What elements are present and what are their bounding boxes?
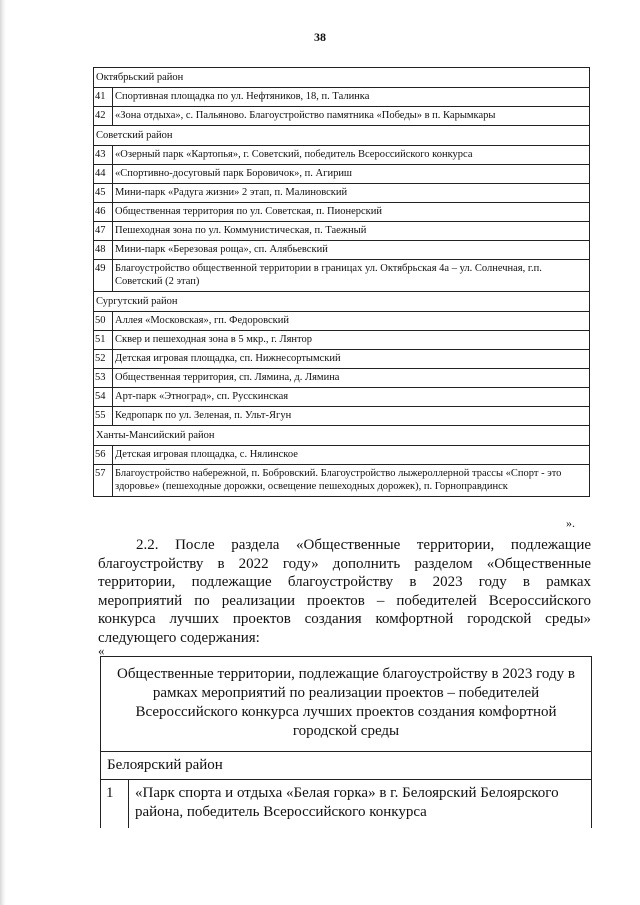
row-text: Благоустройство набережной, п. Бобровский. Благоустройство лыжероллерной трассы «Спорт - это здоровье» (пешеходные дорожки, освещение пешеходных дорожек), п. Горноправдинск bbox=[113, 465, 590, 497]
district-row bbox=[94, 126, 590, 146]
district-row bbox=[94, 426, 590, 446]
district-label: Белоярский район bbox=[101, 752, 592, 780]
territories-table-2022 bbox=[93, 67, 590, 497]
territories-table-body bbox=[94, 68, 590, 497]
row-text: Детская игровая площадка, с. Нялинское bbox=[113, 446, 590, 465]
district-label: Советский район bbox=[94, 126, 590, 146]
row-number: 55 bbox=[94, 407, 113, 426]
row-text: «Спортивно-досуговый парк Боровичок», п. Агириш bbox=[113, 165, 590, 184]
opening-quote: « bbox=[98, 643, 105, 658]
row-number: 42 bbox=[94, 107, 113, 126]
row-number: 54 bbox=[94, 388, 113, 407]
row-text: «Зона отдыха», с. Пальяново. Благоустройство памятника «Победы» в п. Карымкары bbox=[113, 107, 590, 126]
table-row bbox=[94, 350, 590, 369]
table-row bbox=[94, 312, 590, 331]
row-number: 57 bbox=[94, 465, 113, 497]
row-number: 46 bbox=[94, 203, 113, 222]
row-text: Сквер и пешеходная зона в 5 мкр., г. Лянтор bbox=[113, 331, 590, 350]
table-row bbox=[94, 203, 590, 222]
table-row bbox=[94, 165, 590, 184]
table-row bbox=[94, 407, 590, 426]
row-text: Аллея «Московская», гп. Федоровский bbox=[113, 312, 590, 331]
district-label: Октябрьский район bbox=[94, 68, 590, 88]
closing-quote: ». bbox=[566, 516, 575, 530]
district-row bbox=[94, 68, 590, 88]
row-number: 41 bbox=[94, 88, 113, 107]
row-text: Общественная территория по ул. Советская, п. Пионерский bbox=[113, 203, 590, 222]
row-number: 51 bbox=[94, 331, 113, 350]
row-number: 43 bbox=[94, 146, 113, 165]
row-text: Детская игровая площадка, сп. Нижнесортымский bbox=[113, 350, 590, 369]
table-row bbox=[94, 146, 590, 165]
table-row bbox=[101, 780, 592, 829]
row-text: Мини-парк «Радуга жизни» 2 этап, п. Малиновский bbox=[113, 184, 590, 203]
row-text: Спортивная площадка по ул. Нефтяников, 18, п. Талинка bbox=[113, 88, 590, 107]
table-title-row bbox=[101, 657, 592, 752]
district-label: Ханты-Мансийский район bbox=[94, 426, 590, 446]
table-row bbox=[94, 184, 590, 203]
row-text: Мини-парк «Березовая роща», сп. Алябьевский bbox=[113, 241, 590, 260]
row-text: Арт-парк «Этноград», сп. Русскинская bbox=[113, 388, 590, 407]
row-number: 49 bbox=[94, 260, 113, 292]
row-number: 1 bbox=[101, 780, 129, 829]
table-row bbox=[94, 260, 590, 292]
district-row bbox=[101, 752, 592, 780]
row-text: Пешеходная зона по ул. Коммунистическая, п. Таежный bbox=[113, 222, 590, 241]
table-row bbox=[94, 88, 590, 107]
table-row bbox=[94, 107, 590, 126]
amendment-text: 2.2. После раздела «Общественные территории, подлежащие благоустройству в 2022 году» дополнить разделом «Общественные территории, подлежащие благоустройству в 2023 году в рамках мероприятий по реализации проектов – победителей Всероссийского конкурса лучших проектов создания комфортной городской среды» следующего содержания: bbox=[98, 537, 591, 646]
table-row bbox=[94, 465, 590, 497]
row-number: 48 bbox=[94, 241, 113, 260]
table-row bbox=[94, 331, 590, 350]
row-number: 56 bbox=[94, 446, 113, 465]
row-text: Благоустройство общественной территории в границах ул. Октябрьская 4а – ул. Солнечная, г.п. Советский (2 этап) bbox=[113, 260, 590, 292]
table-row bbox=[94, 241, 590, 260]
scan-edge-shadow bbox=[0, 0, 6, 905]
page-number: 38 bbox=[314, 30, 326, 44]
row-text: Кедропарк по ул. Зеленая, п. Ульт-Ягун bbox=[113, 407, 590, 426]
territories-table-2023 bbox=[100, 656, 592, 828]
amendment-paragraph bbox=[98, 536, 591, 647]
district-label: Сургутский район bbox=[94, 292, 590, 312]
row-number: 44 bbox=[94, 165, 113, 184]
row-number: 47 bbox=[94, 222, 113, 241]
table-row bbox=[94, 369, 590, 388]
row-number: 53 bbox=[94, 369, 113, 388]
row-number: 50 bbox=[94, 312, 113, 331]
table-row bbox=[94, 446, 590, 465]
table-row bbox=[94, 388, 590, 407]
row-number: 45 bbox=[94, 184, 113, 203]
row-number: 52 bbox=[94, 350, 113, 369]
row-text: Общественная территория, сп. Лямина, д. Лямина bbox=[113, 369, 590, 388]
table-title: Общественные территории, подлежащие благоустройству в 2023 году в рамках мероприятий по реализации проектов – победителей Всероссийского конкурса лучших проектов создания комфортной городской среды bbox=[101, 657, 592, 752]
table-row bbox=[94, 222, 590, 241]
district-row bbox=[94, 292, 590, 312]
row-text: «Озерный парк «Картопья», г. Советский, победитель Всероссийского конкурса bbox=[113, 146, 590, 165]
row-text: «Парк спорта и отдыха «Белая горка» в г. Белоярский Белоярского района, победитель Всероссийского конкурса bbox=[129, 780, 592, 829]
